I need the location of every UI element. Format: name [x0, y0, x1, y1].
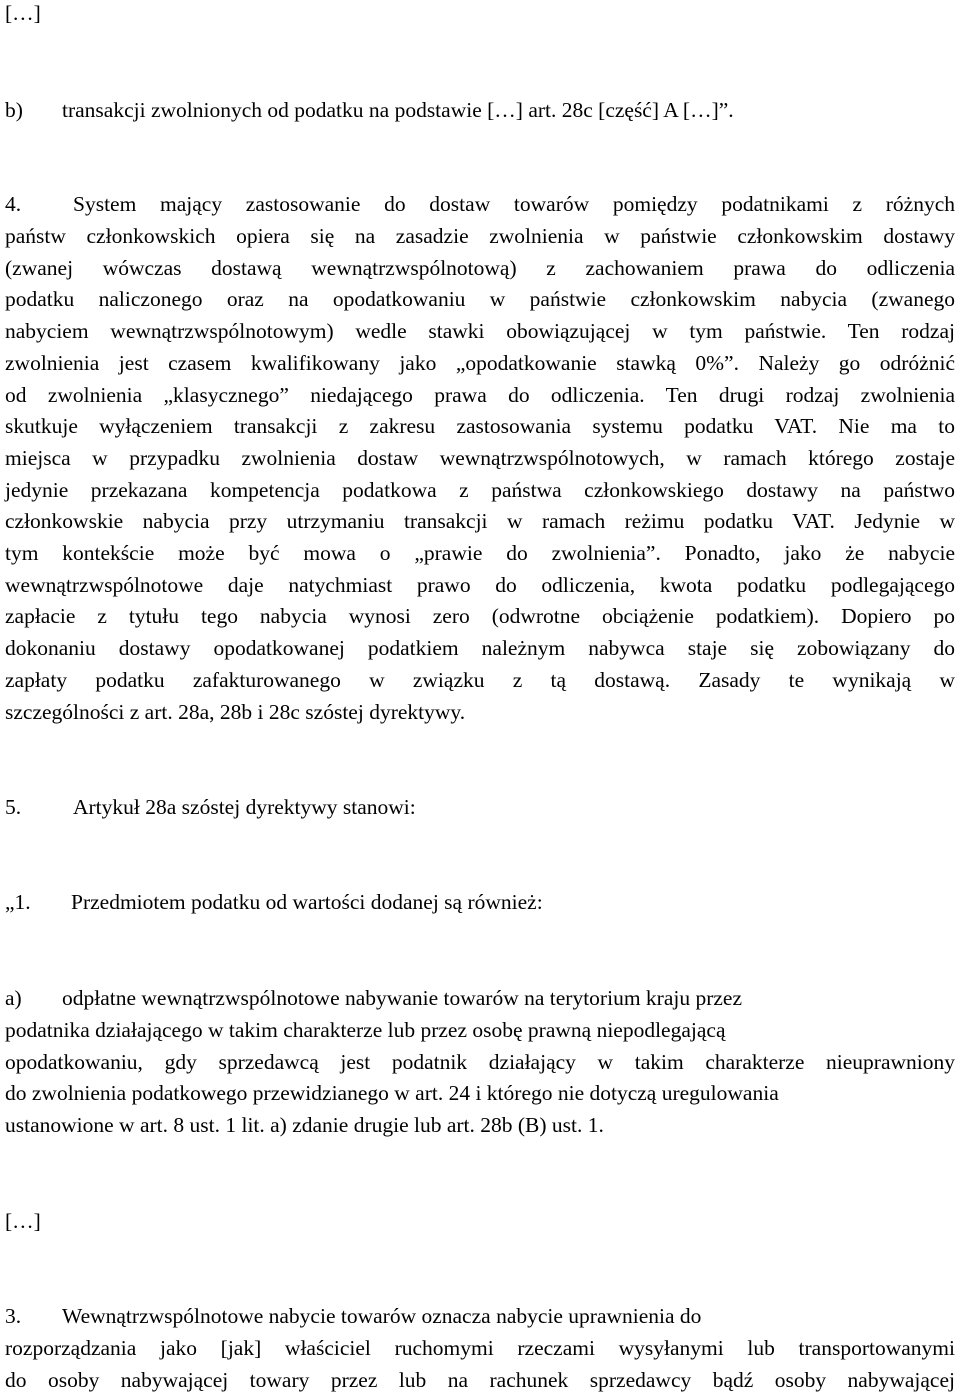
ellipsis-middle: […]: [5, 1209, 41, 1233]
paragraph-line: dokonaniu dostawy opodatkowanej podatkiem należnym nabywca staje się zobowiązany do: [5, 636, 955, 660]
paragraph-line: System mający zastosowanie do dostaw towarów pomiędzy podatnikami z różnych: [73, 192, 955, 216]
paragraph-line: zapłaty podatku zafakturowanego w związku z tą dostawą. Zasady te wynikają w: [5, 668, 955, 692]
item-a-first-line: [5, 988, 742, 1010]
paragraph-line: miejsca w przypadku zwolnienia dostaw wewnątrzwspólnotowych, w ramach którego zostaje: [5, 446, 955, 470]
paragraph-line: skutkuje wyłączeniem transakcji z zakresu zastosowania systemu podatku VAT. Nie ma to: [5, 414, 955, 438]
paragraph-5: [5, 797, 416, 819]
quote-1-text: Przedmiotem podatku od wartości dodanej są również:: [71, 890, 543, 914]
item-a-line: odpłatne wewnątrzwspólnotowe nabywanie towarów na terytorium kraju przez: [62, 986, 743, 1010]
paragraph-line: tym kontekście może być mowa o „prawie do zwolnienia”. Ponadto, jako że nabycie: [5, 541, 955, 565]
quote-1: [5, 892, 543, 914]
paragraph-line: zapłacie z tytułu tego nabycia wynosi zero (odwrotne obciążenie podatkiem). Dopiero po: [5, 604, 955, 628]
paragraph-line: od zwolnienia „klasycznego” niedającego prawa do odliczenia. Ten drugi rodzaj zwolnienia: [5, 383, 955, 407]
paragraph-line: podatku naliczonego oraz na opodatkowaniu w państwie członkowskim nabycia (zwanego: [5, 287, 955, 311]
point-3-number: 3.: [5, 1304, 22, 1328]
item-a-marker: a): [5, 986, 22, 1010]
item-a-line: podatnika działającego w takim charakterze lub przez osobę prawną niepodlegającą: [5, 1018, 726, 1042]
item-b: [5, 100, 734, 122]
paragraph-line: zwolnienia jest czasem kwalifikowany jako „opodatkowanie stawką 0%”. Należy go odróżnić: [5, 351, 955, 375]
paragraph-line: nabyciem wewnątrzwspólnotowym) wedle stawki obowiązującej w tym państwie. Ten rodzaj: [5, 319, 955, 343]
point-3-line: rozporządzania jako [jak] właściciel ruchomymi rzeczami wysyłanymi lub transportowanymi: [5, 1336, 955, 1360]
paragraph-line: szczególności z art. 28a, 28b i 28c szóstej dyrektywy.: [5, 700, 466, 724]
point-3-line: Wewnątrzwspólnotowe nabycie towarów oznacza nabycie uprawnienia do: [62, 1304, 702, 1328]
ellipsis-top: […]: [5, 1, 41, 25]
item-b-text: transakcji zwolnionych od podatku na podstawie […] art. 28c [część] A […]”.: [62, 98, 734, 122]
paragraph-line: państw członkowskich opiera się na zasadzie zwolnienia w państwie członkowskim dostawy: [5, 224, 955, 248]
paragraph-line: wewnątrzwspólnotowe daje natychmiast prawo do odliczenia, kwota podatku podlegającego: [5, 573, 955, 597]
paragraph-line: jedynie przekazana kompetencja podatkowa z państwa członkowskiego dostawy na państwo: [5, 478, 955, 502]
point-3-line: do osoby nabywającej towary przez lub na rachunek sprzedawcy bądź osoby nabywającej: [5, 1368, 955, 1392]
point-3-first-line: [5, 1306, 701, 1328]
paragraph-line: (zwanej wówczas dostawą wewnątrzwspólnotową) z zachowaniem prawa do odliczenia: [5, 256, 955, 280]
paragraph-5-number: 5.: [5, 795, 22, 819]
paragraph-5-text: Artykuł 28a szóstej dyrektywy stanowi:: [73, 795, 416, 819]
item-a-line: ustanowione w art. 8 ust. 1 lit. a) zdanie drugie lub art. 28b (B) ust. 1.: [5, 1113, 604, 1137]
item-a-line: opodatkowaniu, gdy sprzedawcą jest podatnik działający w takim charakterze nieuprawniony: [5, 1050, 955, 1074]
paragraph-line: członkowskie nabycia przy utrzymaniu transakcji w ramach reżimu podatku VAT. Jedynie w: [5, 509, 955, 533]
paragraph-4-number: 4.: [5, 192, 22, 216]
paragraph-4-first-line: [5, 194, 955, 216]
item-b-marker: b): [5, 98, 23, 122]
item-a-line: do zwolnienia podatkowego przewidzianego w art. 24 i którego nie dotyczą uregulowania: [5, 1081, 779, 1105]
quote-1-number: „1.: [5, 890, 31, 914]
